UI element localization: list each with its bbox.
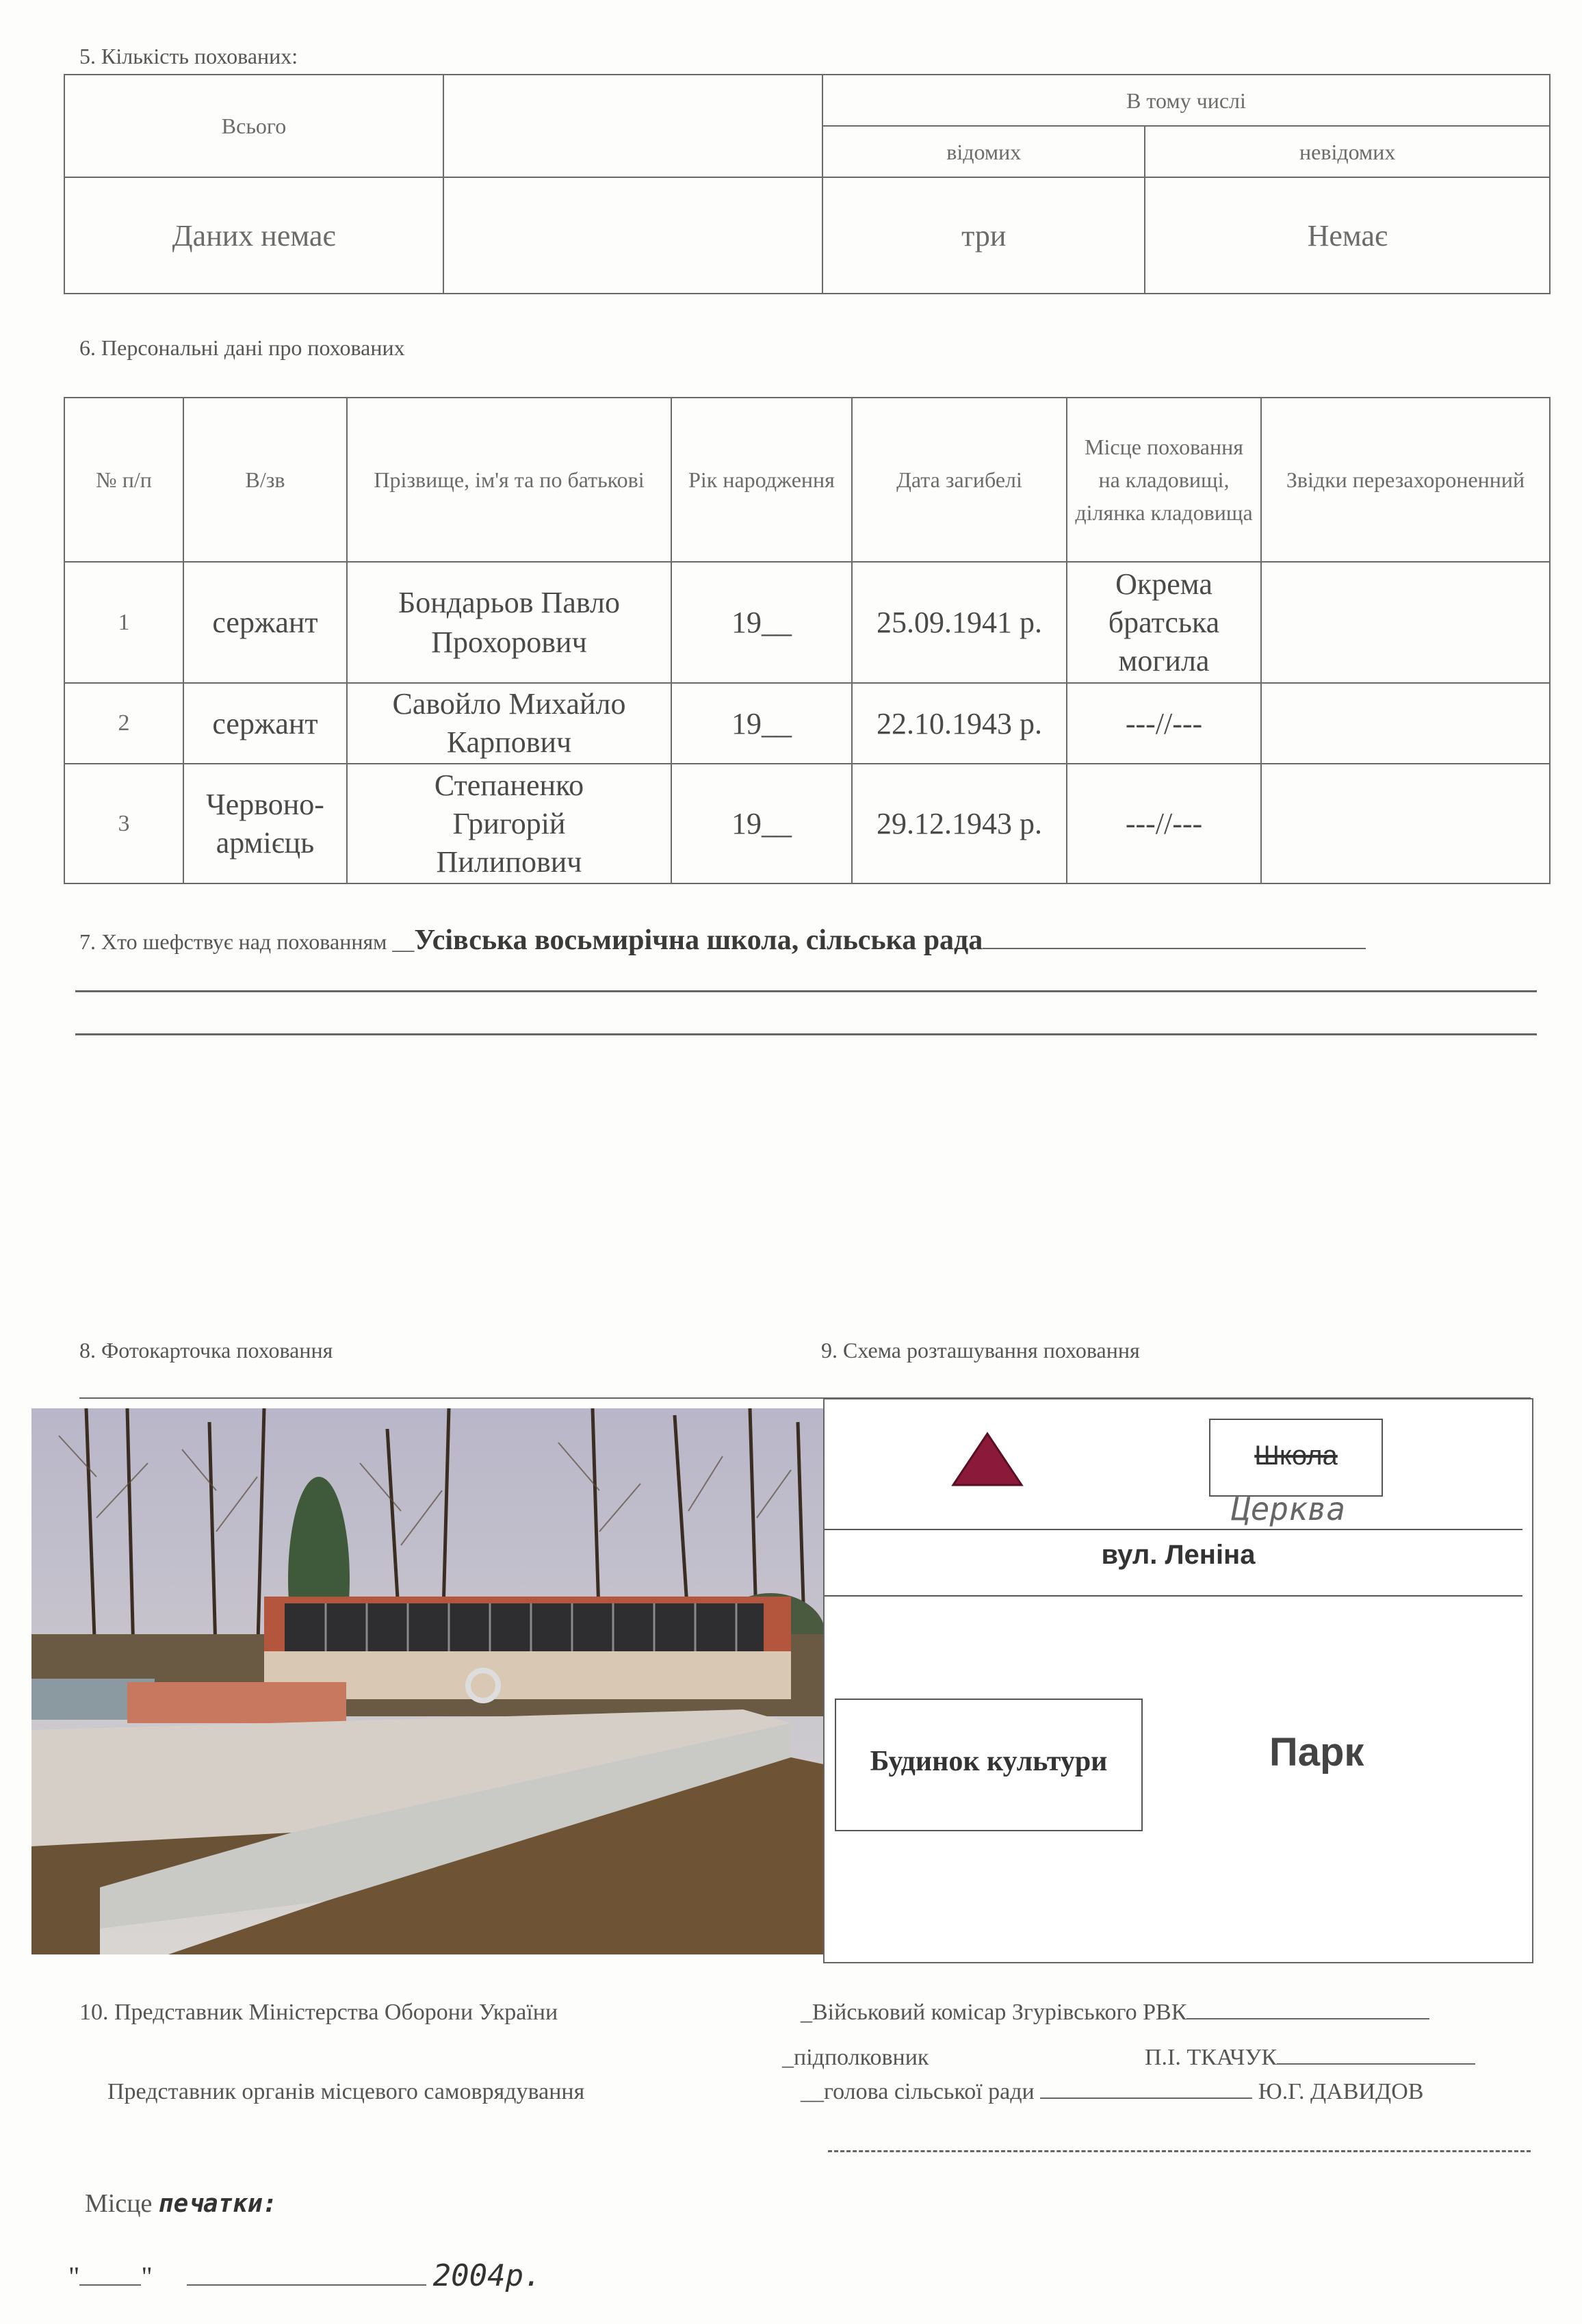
row-from xyxy=(1261,764,1550,883)
row-name: Бондарьов Павло Прохорович xyxy=(347,562,671,683)
row-death: 25.09.1941 р. xyxy=(852,562,1067,683)
row-num: 2 xyxy=(64,683,183,764)
row-place: ---//--- xyxy=(1067,683,1261,764)
blank-line xyxy=(75,990,1537,992)
hdr-from: Звідки перезахороненний xyxy=(1261,398,1550,562)
head-line xyxy=(801,2079,1423,2105)
row-death: 29.12.1943 р. xyxy=(852,764,1067,883)
row-rank: сержант xyxy=(183,562,347,683)
hdr-death: Дата загибелі xyxy=(852,398,1067,562)
school-box xyxy=(1209,1419,1383,1497)
hdr-birth: Рік народження xyxy=(671,398,852,562)
col-incl: В тому числі xyxy=(822,75,1550,126)
table-row xyxy=(64,764,1550,883)
row-num: 3 xyxy=(64,764,183,883)
val-empty xyxy=(443,177,822,294)
personal-data-table xyxy=(64,397,1551,884)
commissar-name-underline xyxy=(1277,2063,1475,2065)
section9-title: 9. Схема розташування поховання xyxy=(821,1338,1140,1363)
val-known: три xyxy=(822,177,1145,294)
commissar-line xyxy=(801,2000,1429,2026)
row-death: 22.10.1943 р. xyxy=(852,683,1067,764)
col-unknown: невідомих xyxy=(1145,126,1550,177)
section10-title: 10. Представник Міністерства Оборони України xyxy=(79,2000,558,2025)
dashed-line xyxy=(828,2150,1531,2152)
val-unknown: Немає xyxy=(1145,177,1550,294)
col-total: Всього xyxy=(64,75,443,177)
location-scheme xyxy=(823,1398,1533,1963)
date-quote-open: " xyxy=(68,2261,80,2292)
head-title: __голова сільської ради xyxy=(801,2079,1035,2104)
head-name: Ю.Г. ДАВИДОВ xyxy=(1258,2079,1424,2104)
head-sign-underline xyxy=(1040,2097,1252,2099)
stamp-label: Місце xyxy=(85,2189,153,2218)
commissar-title: _Військовий комісар Згурівського РВК xyxy=(801,2000,1187,2025)
row-name: Степаненко Григорій Пилипович xyxy=(347,764,671,883)
church-handwritten: Церква xyxy=(1232,1490,1346,1527)
date-year: 2004р. xyxy=(432,2258,542,2293)
table-row xyxy=(64,562,1550,683)
section7-underline xyxy=(983,948,1366,949)
hdr-place: Місце поховання на кладовищі, ділянка кладовища xyxy=(1067,398,1261,562)
hdr-rank: В/зв xyxy=(183,398,347,562)
memorial-triangle-icon xyxy=(953,1434,1022,1485)
stamp-line xyxy=(85,2189,277,2219)
row-birth: 19__ xyxy=(671,562,852,683)
section7-line xyxy=(79,924,1537,957)
row-num: 1 xyxy=(64,562,183,683)
section6-title: 6. Персональні дані про похованих xyxy=(79,335,405,360)
table-row xyxy=(64,683,1550,764)
street-label: вул. Леніна xyxy=(1101,1540,1256,1570)
val-total: Даних немає xyxy=(64,177,443,294)
local-rep-label: Представник органів місцевого самоврядування xyxy=(107,2079,585,2104)
row-birth: 19__ xyxy=(671,764,852,883)
park-label: Парк xyxy=(1269,1730,1364,1774)
memorial-photo-image xyxy=(31,1408,823,1954)
row-rank: Червоно-армієць xyxy=(183,764,347,883)
row-place: ---//--- xyxy=(1067,764,1261,883)
school-label: Школа xyxy=(1254,1441,1338,1471)
burial-count-table xyxy=(64,74,1551,294)
rank-label: _підполковник xyxy=(782,2045,929,2070)
culture-house-box xyxy=(835,1699,1143,1831)
row-from xyxy=(1261,683,1550,764)
burial-photo xyxy=(31,1408,823,1954)
scheme-drawing xyxy=(825,1399,1532,1962)
date-quote-close: " xyxy=(141,2261,153,2292)
commissar-name: П.І. ТКАЧУК xyxy=(1145,2045,1278,2070)
date-month-underline xyxy=(187,2284,426,2286)
date-day-underline xyxy=(79,2284,141,2286)
row-place: Окрема братська могила xyxy=(1067,562,1261,683)
col-known: відомих xyxy=(822,126,1145,177)
row-birth: 19__ xyxy=(671,683,852,764)
stamp-hand: печатки: xyxy=(158,2190,278,2218)
section7-value: Усівська восьмирічна школа, сільська рада xyxy=(414,925,983,956)
blank-line xyxy=(75,1033,1537,1035)
hdr-name: Прізвище, ім'я та по батькові xyxy=(347,398,671,562)
row-from xyxy=(1261,562,1550,683)
date-line xyxy=(68,2258,542,2293)
section8-title: 8. Фотокарточка поховання xyxy=(79,1338,333,1363)
row-rank: сержант xyxy=(183,683,347,764)
commissar-name-line xyxy=(1145,2045,1475,2071)
col-empty xyxy=(443,75,822,177)
culture-house-label: Будинок культури xyxy=(870,1746,1108,1777)
section5-title: 5. Кількість похованих: xyxy=(79,44,298,68)
section7-label: 7. Хто шефствує над похованням __ xyxy=(79,929,415,954)
commissar-underline xyxy=(1186,2018,1429,2019)
row-name: Савойло Михайло Карпович xyxy=(347,683,671,764)
hdr-num: № п/п xyxy=(64,398,183,562)
